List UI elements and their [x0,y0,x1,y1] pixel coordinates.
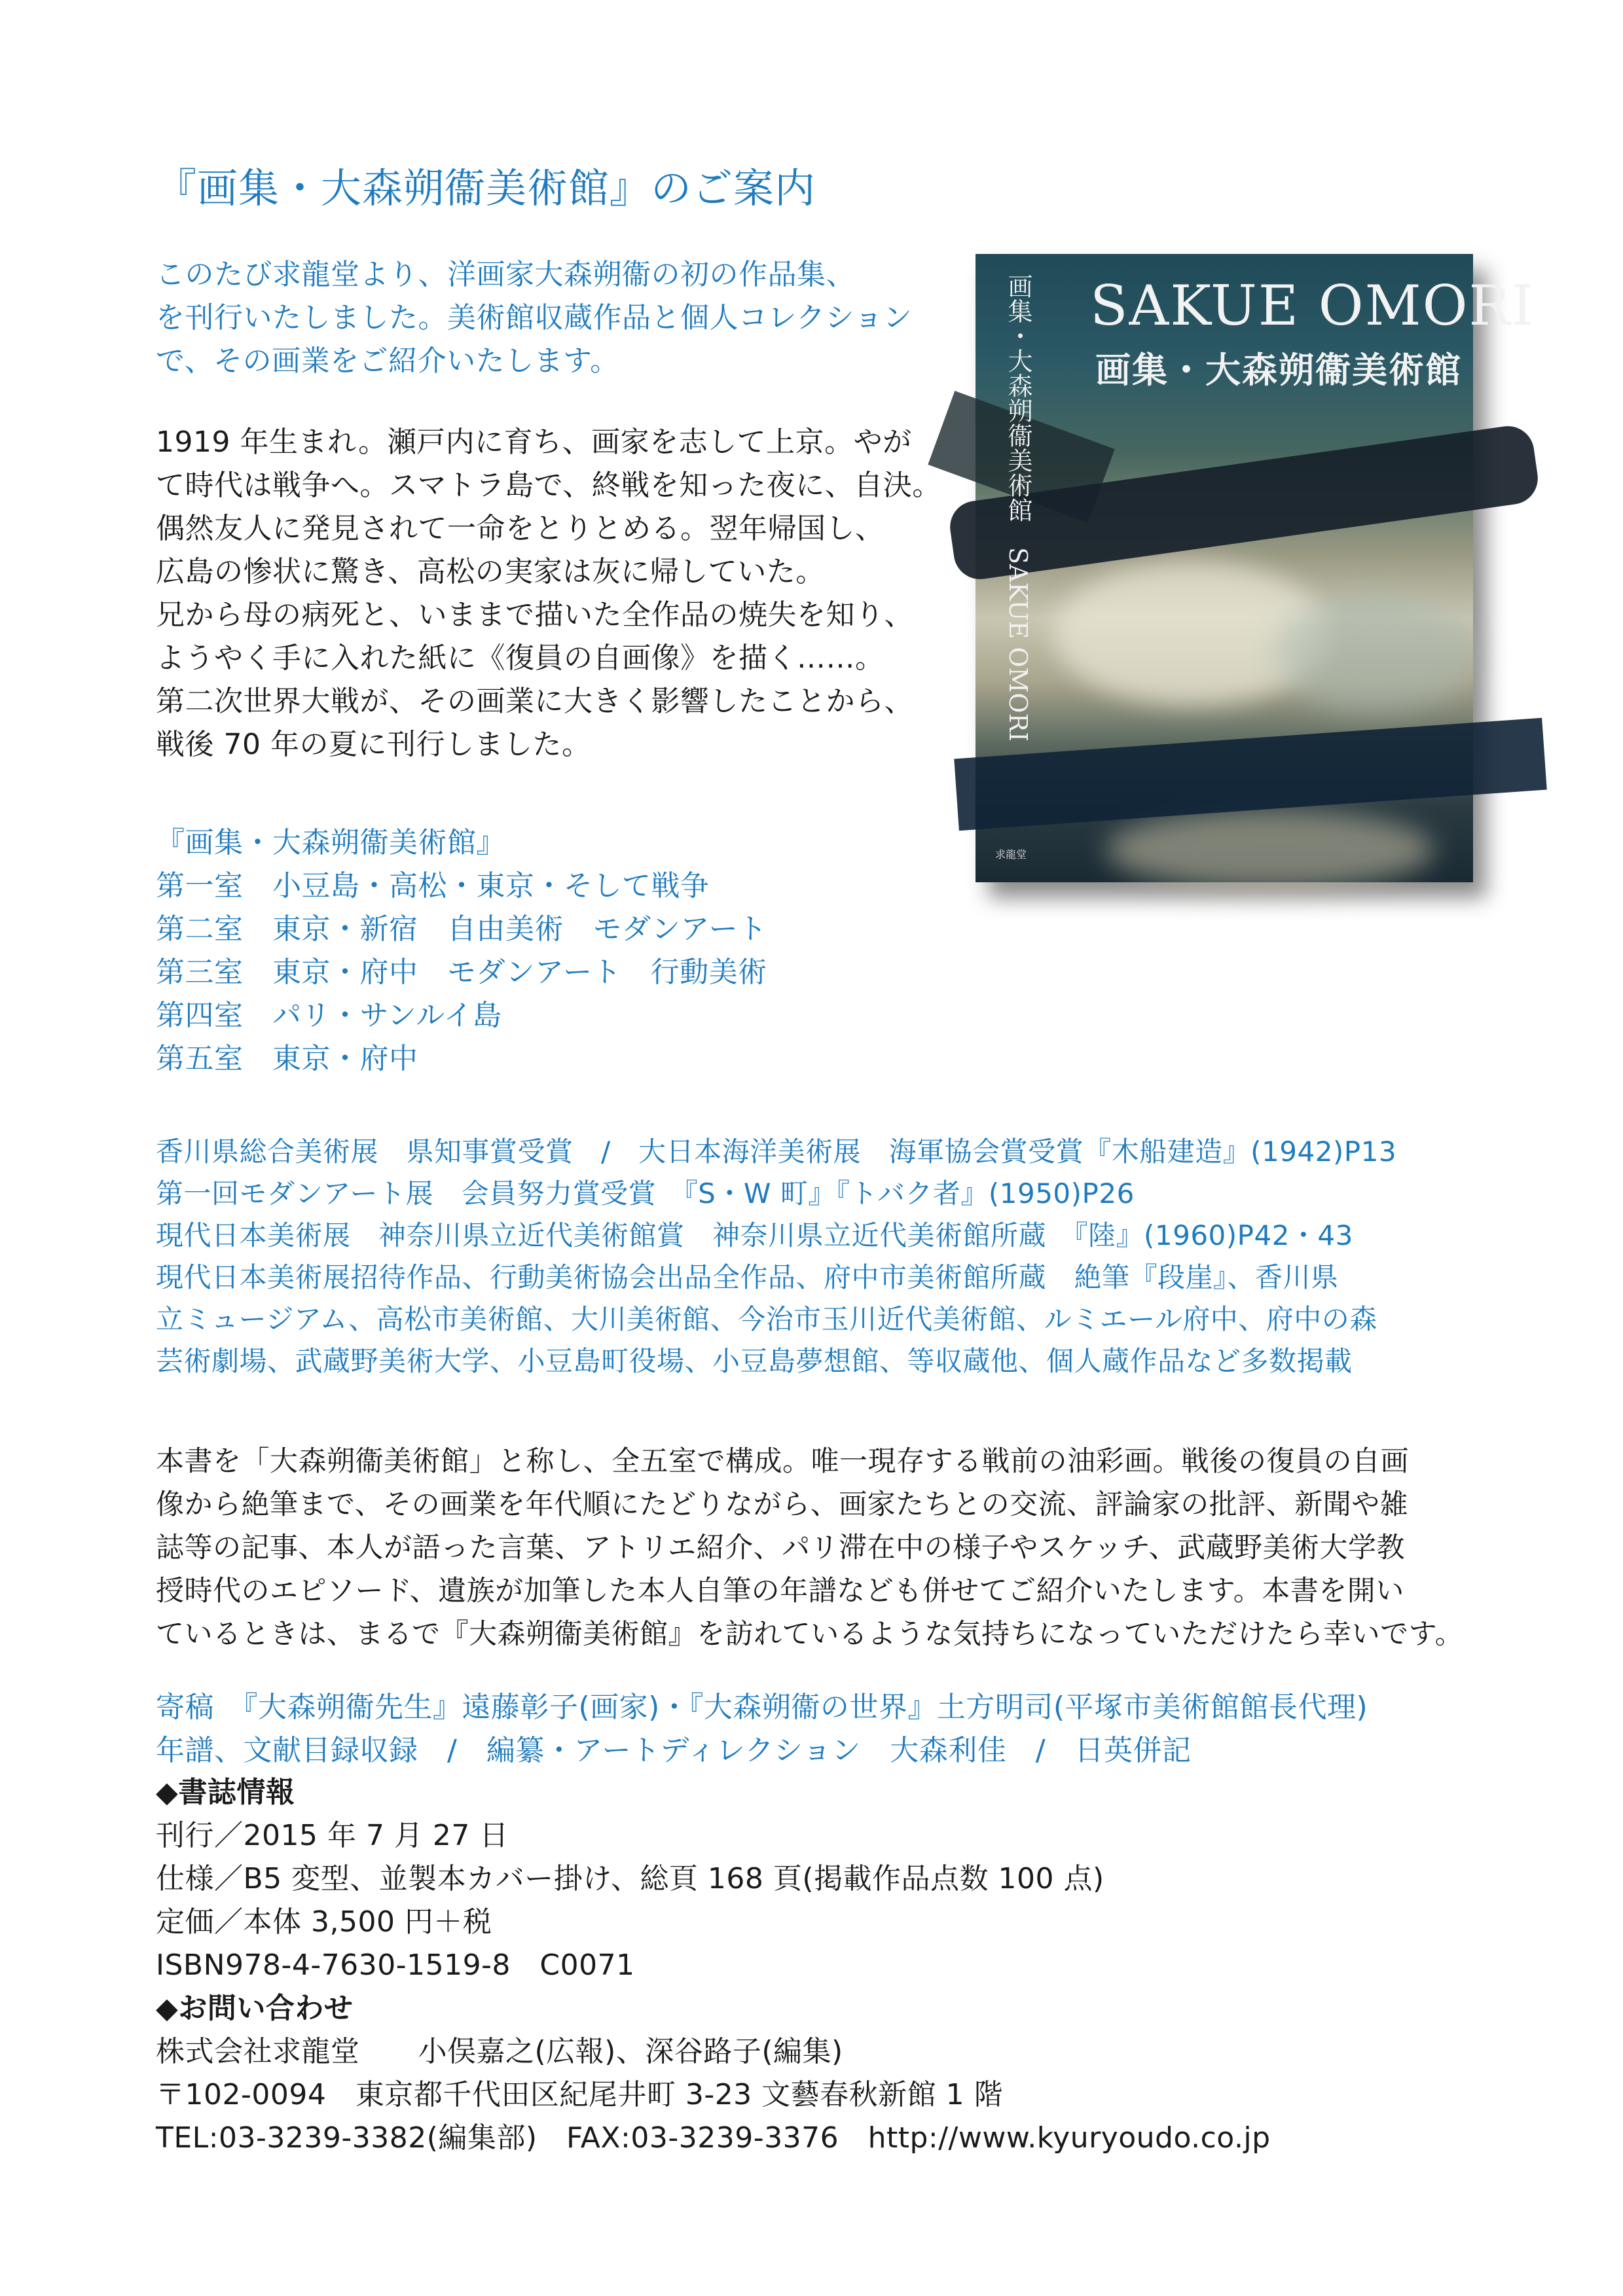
cover-spine-text: 画集・大森朔衞美術館 SAKUE OMORI [1004,274,1032,742]
credit-line: 年譜、文献目録収録 / 編纂・アートディレクション 大森利佳 / 日英併記 [156,1734,1192,1767]
cover-english-title: SAKUE OMORI [1090,274,1535,338]
credits-paragraph [156,1686,1368,1772]
room-item: 第五室 東京・府中 [156,1042,418,1075]
bio-line: 偶然友人に発見されて一命をとりとめる。翌年帰国し、 [156,512,884,545]
award-line: 芸術劇場、武蔵野美術大学、小豆島町役場、小豆島夢想館、等収蔵他、個人蔵作品など多数掲載 [156,1345,1353,1377]
biblio-line: ISBN978-4-7630-1519-8 C0071 [156,1948,635,1982]
bio-line: 広島の惨状に驚き、高松の実家は灰に帰していた。 [156,555,825,588]
intro-line: で、その画業をご紹介いたします。 [156,344,619,378]
description-line: 授時代のエピソード、遺族が加筆した本人自筆の年譜なども併せてご紹介いたします。本書を開い [156,1575,1404,1607]
description-line: ているときは、まるで『大森朔衞美術館』を訪れているような気持ちになっていただけたら幸いです。 [156,1618,1464,1651]
biblio-line: 刊行／2015 年 7 月 27 日 [156,1819,509,1852]
award-line: 第一回モダンアート展 会員努力賞受賞 『S・W 町』『トバク者』(1950)P26 [156,1177,1135,1210]
rooms-list [156,821,767,1081]
intro-line: を刊行いたしました。美術館収蔵作品と個人コレクション [156,301,913,334]
description-paragraph [156,1440,1463,1656]
room-item: 第一室 小豆島・高松・東京・そして戦争 [156,869,710,903]
cover-publisher: 求龍堂 [995,848,1027,861]
biblio-line: 定価／本体 3,500 円＋税 [156,1905,492,1939]
bio-line: 第二次世界大戦が、その画業に大きく影響したことから、 [156,685,913,718]
biography-paragraph [156,421,941,766]
room-item: 第三室 東京・府中 モダンアート 行動美術 [156,956,767,989]
description-line: 本書を「大森朔衞美術館」と称し、全五室で構成。唯一現存する戦前の油彩画。戦後の復員の自画 [156,1445,1409,1478]
page-title: 『画集・大森朔衞美術館』のご案内 [156,164,816,212]
cover-paint-patch [1277,594,1473,712]
contact-heading: ◆お問い合わせ [156,1992,354,2025]
award-line: 現代日本美術展 神奈川県立近代美術館賞 神奈川県立近代美術館所蔵 『陸』(1960)P42・43 [156,1219,1353,1251]
intro-paragraph [156,253,912,383]
bio-line: 1919 年生まれ。瀬戸内に育ち、画家を志して上京。やが [156,425,912,459]
cover-japanese-title: 画集・大森朔衞美術館 [1095,349,1462,391]
room-item: 第四室 パリ・サンルイ島 [156,999,502,1032]
contact-line: TEL:03-3239-3382(編集部) FAX:03-3239-3376 http://www.kyuryoudo.co.jp [156,2121,1271,2155]
rooms-heading: 『画集・大森朔衞美術館』 [156,826,505,859]
credit-line: 寄稿 『大森朔衞先生』遠藤彰子(画家)・『大森朔衞の世界』土方明司(平塚市美術館館長代理) [156,1691,1368,1724]
description-line: 像から絶筆まで、その画業を年代順にたどりながら、画家たちとの交流、評論家の批評、新聞や雑 [156,1488,1409,1521]
intro-line: このたび求龍堂より、洋画家大森朔衞の初の作品集、 [156,258,855,291]
bio-line: 戦後 70 年の夏に刊行しました。 [156,728,591,761]
book-cover-image [976,254,1535,882]
contact-line: 〒102-0094 東京都千代田区紀尾井町 3-23 文藝春秋新館 1 階 [156,2078,1004,2111]
award-line: 立ミュージアム、高松市美術館、大川美術館、今治市玉川近代美術館、ルミエール府中、府中の森 [156,1303,1377,1335]
contact-line: 株式会社求龍堂 小俣嘉之(広報)、深谷路子(編集) [156,2035,843,2068]
description-line: 誌等の記事、本人が語った言葉、アトリエ紹介、パリ滞在中の様子やスケッチ、武蔵野美術大学教 [156,1532,1405,1564]
award-line: 香川県総合美術展 県知事賞受賞 / 大日本海洋美術展 海軍協会賞受賞『木船建造』(1942)P13 [156,1136,1397,1168]
biblio-line: 仕様／B5 変型、並製本カバー掛け、総頁 168 頁(掲載作品点数 100 点) [156,1862,1104,1895]
bio-line: て時代は戦争へ。スマトラ島で、終戦を知った夜に、自決。 [156,469,941,502]
room-item: 第二室 東京・新宿 自由美術 モダンアート [156,912,767,946]
bibliographic-heading: ◆書誌情報 [156,1776,295,1809]
bio-line: 兄から母の病死と、いままで描いた全作品の焼失を知り、 [156,598,913,632]
bio-line: ようやく手に入れた紙に《復員の自画像》を描く……。 [156,641,884,675]
awards-paragraph [156,1131,1396,1382]
award-line: 現代日本美術展招待作品、行動美術協会出品全作品、府中市美術館所蔵 絶筆『段崖』、香川県 [156,1261,1339,1293]
info-section [156,1771,1271,2160]
cover-paint-patch [1106,810,1434,889]
